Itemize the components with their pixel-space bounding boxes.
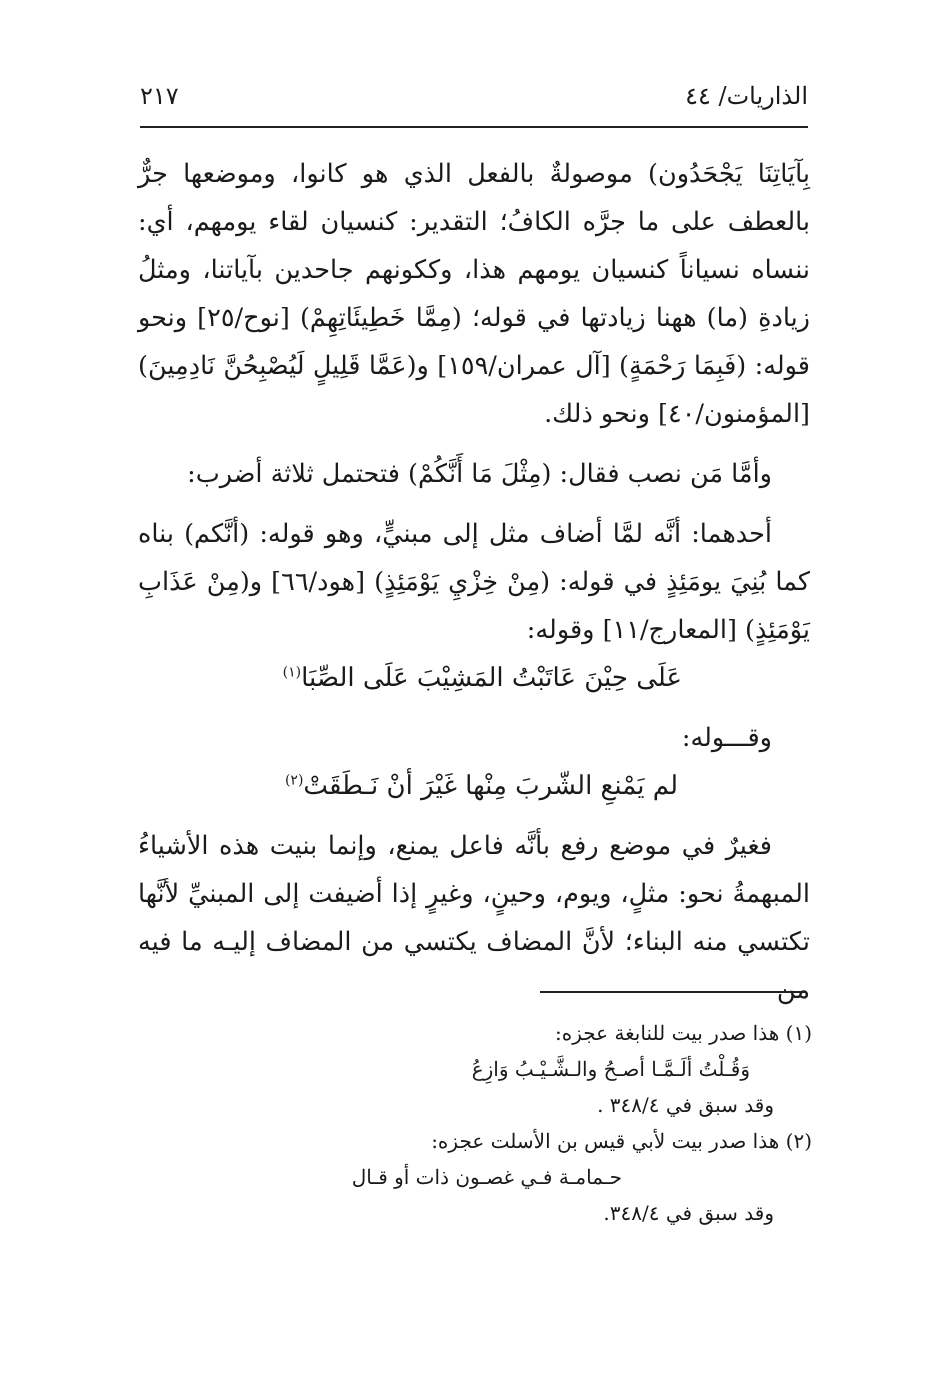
footnote-rule — [540, 991, 806, 993]
verse-intro: وقـــوله: — [681, 723, 772, 753]
page-header — [140, 82, 808, 122]
footnote-1-verse: وَقُـلْتُ ألَـمَّـا أصـحُ والـشَّـيْـبُ وَازِعُ — [471, 1057, 750, 1081]
chapter-reference: الذاريات/ ٤٤ — [685, 82, 808, 110]
verse-2-text: لم يَمْنعِ الشّربَ مِنْها غَيْرَ أنْ نَـطَقَتْ — [303, 771, 678, 801]
paragraph-1: بِآيَاتِنَا يَجْحَدُون) موصولةٌ بالفعل الذي هو كانوا، وموضعها جرٌّ بالعطف على ما جرَّه الكافُ؛ التقدير: كنسيان لقاء يومهم، أي: ننساه نسياناً كنسيان يومهم هذا، وككونهم جاحدين بآياتنا، ومثلُ زيادةِ (ما) ههنا زيادتها في قوله؛ (مِمَّا خَطِيئَاتِهِمْ) [نوح/٢٥] ونحو قوله: (فَبِمَا رَحْمَةٍ) [آل عمران/١٥٩] و(عَمَّا قَلِيلٍ لَيُصْبِحُنَّ نَادِمِينَ) [المؤمنون/٤٠] ونحو ذلك. — [138, 159, 810, 429]
verse-line-1 — [138, 654, 810, 702]
footnote-1-reference: وقد سبق في ٣٤٨/٤ . — [597, 1093, 774, 1117]
footnote-2-reference: وقد سبق في ٣٤٨/٤. — [603, 1201, 774, 1225]
footnote-marker-2: (٢) — [284, 772, 304, 789]
main-text — [138, 150, 810, 1014]
paragraph-3: أحدهما: أنَّه لمَّا أضاف مثل إلى مبنيٍّ، وهو قوله: (أنَّكم) بناه كما بُنِيَ يومَئِذٍ في قوله: (مِنْ خِزْيِ يَوْمَئِذٍ) [هود/٦٦] و(مِنْ عَذَابِ يَوْمَئِذٍ) [المعارج/١١] وقوله: — [138, 519, 810, 645]
verse-line-2 — [138, 762, 810, 810]
verse-1-text: عَلَى حِيْنَ عَاتَبْتُ المَشِيْبَ عَلَى الصِّبَا — [301, 663, 682, 693]
header-rule — [140, 126, 808, 128]
footnote-2-verse: حـمامـة فـي غصـون ذات أو قـال — [351, 1165, 622, 1189]
footnote-marker-1: (١) — [282, 664, 302, 681]
footnote-1-intro: (١) هذا صدر بيت للنابغة عجزه: — [554, 1021, 812, 1045]
footnotes — [150, 1015, 812, 1231]
paragraph-final: فغيرٌ في موضع رفع بأنَّه فاعل يمنع، وإنما بنيت هذه الأشياءُ المبهمةُ نحو: مثلٍ، ويوم، وحينٍ، وغيرٍ إذا أضيفت إلى المبنيِّ لأنَّها تكتسي منه البناء؛ لأنَّ المضاف يكتسي من المضاف إليـه ما فيه من — [138, 831, 810, 1005]
footnote-2-intro: (٢) هذا صدر بيت لأبي قيس بن الأسلت عجزه: — [431, 1129, 812, 1153]
paragraph-2: وأمَّا مَن نصب فقال: (مِثْلَ مَا أَنَّكُمْ) فتحتمل ثلاثة أضرب: — [187, 459, 772, 489]
page-number: ٢١٧ — [140, 82, 179, 110]
